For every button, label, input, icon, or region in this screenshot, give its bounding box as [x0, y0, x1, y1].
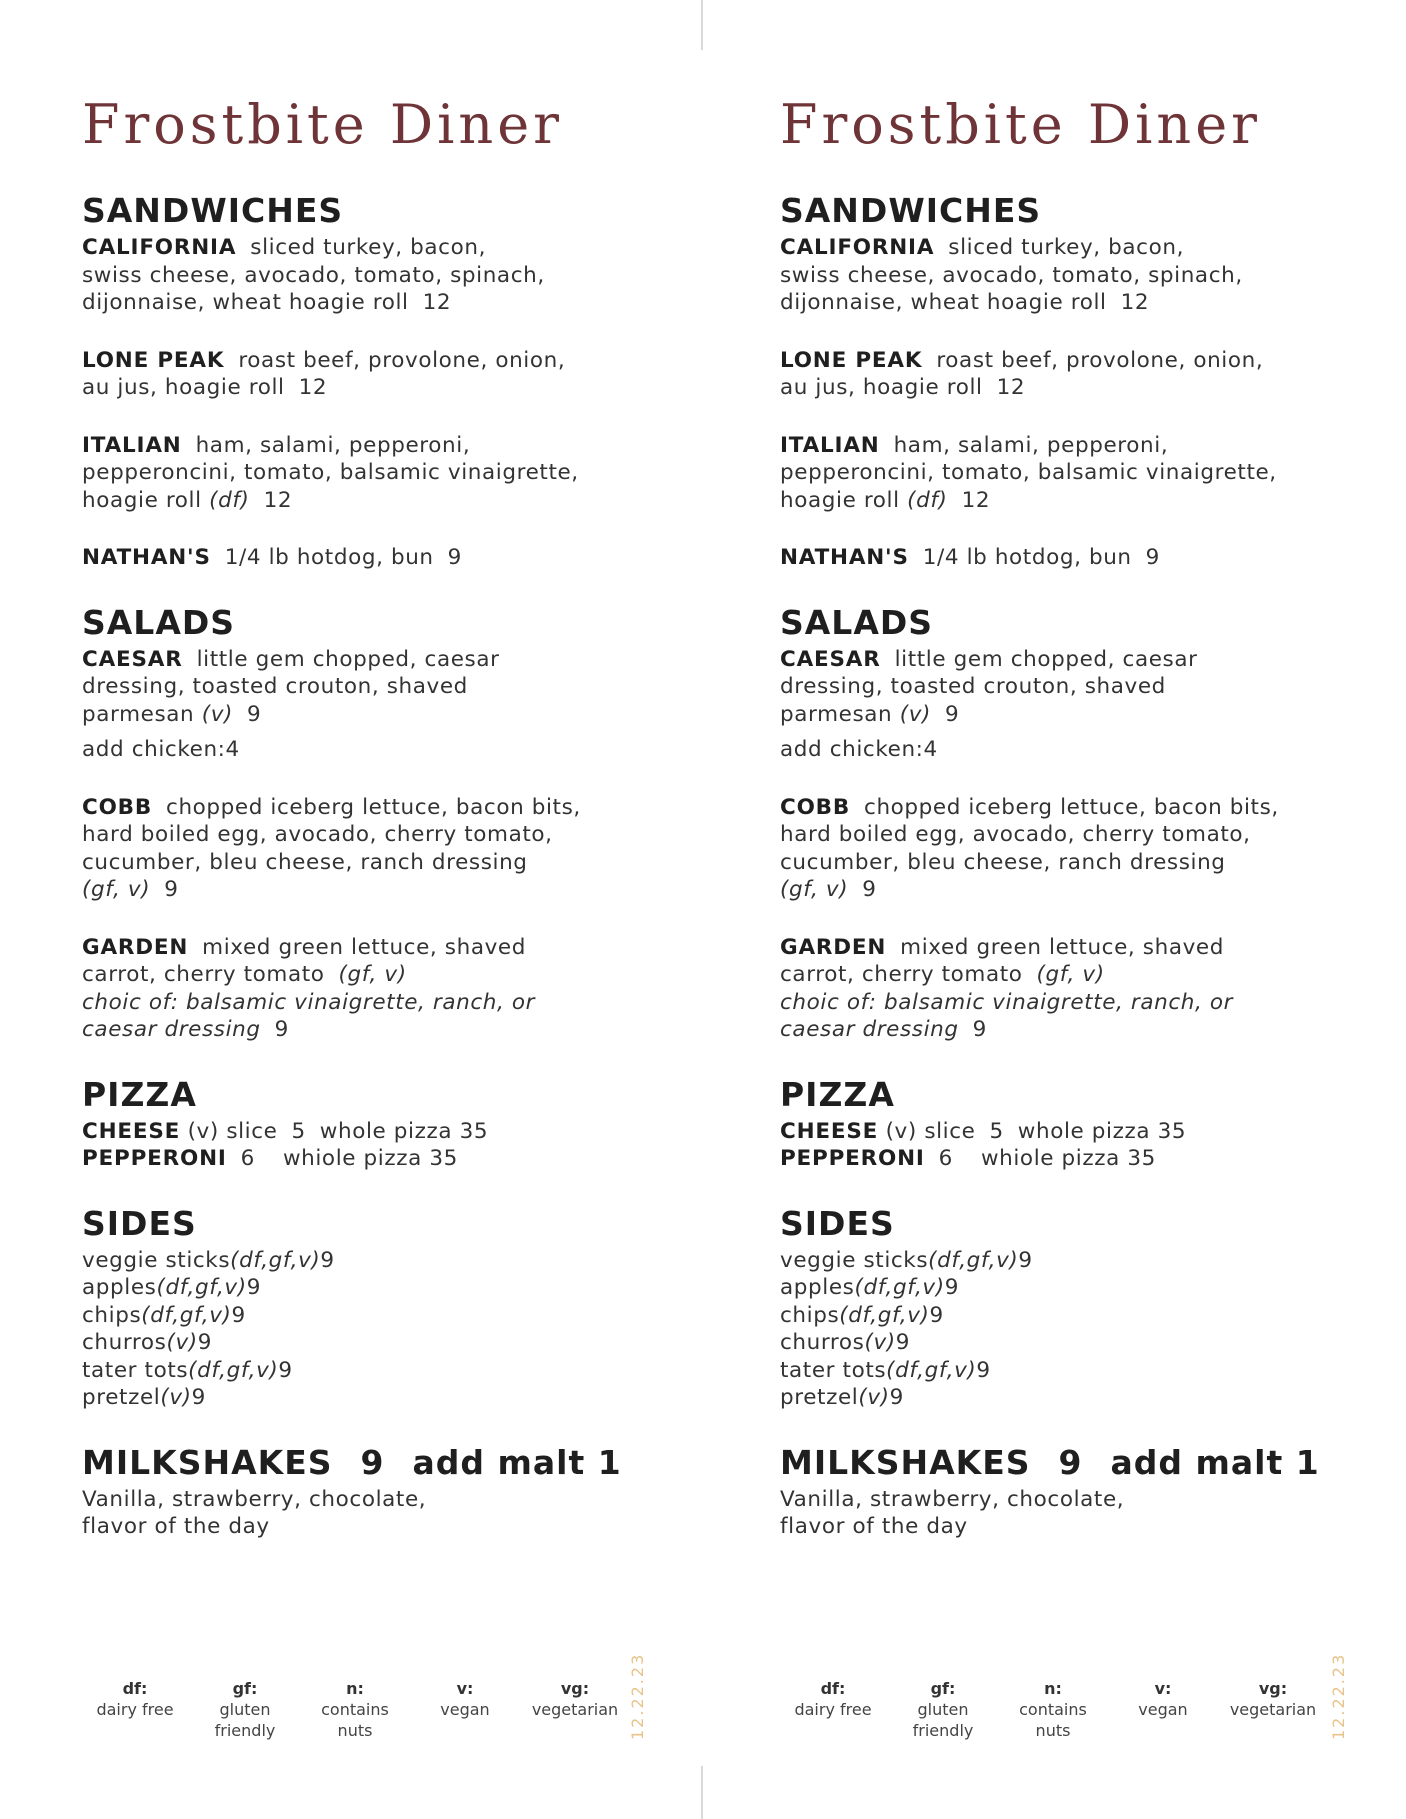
menu-item: [780, 432, 1380, 515]
diet-tag: (v): [201, 701, 234, 727]
item-desc: hard boiled egg, avocado, cherry tomato,: [82, 822, 553, 848]
item-name: COBB: [780, 794, 851, 820]
whole-label: whole pizza: [319, 1118, 453, 1144]
legend-item: v: vegan: [440, 1679, 490, 1719]
menu-item: [780, 1145, 1380, 1173]
section-heading: SALADS: [82, 602, 236, 642]
item-desc: little gem chopped, caesar: [894, 646, 1198, 672]
menu-item: [780, 794, 1380, 904]
side-item: pretzel(v)9: [82, 1385, 206, 1411]
item-desc: chopped iceberg lettuce, bacon bits,: [864, 794, 1279, 820]
whole-price: 35: [1157, 1118, 1187, 1144]
item-price: 9: [164, 877, 179, 903]
item-desc: carrot, cherry tomato: [780, 962, 1023, 988]
item-name: PEPPERONI: [780, 1146, 925, 1172]
item-desc: 1/4 lb hotdog, bun: [224, 545, 434, 571]
item-desc: mixed green lettuce, shaved: [202, 934, 526, 960]
item-price: 12: [422, 290, 452, 316]
section-heading: SANDWICHES: [780, 191, 1042, 231]
sandwiches-section: [780, 192, 1380, 571]
item-desc: cucumber, bleu cheese, ranch dressing: [780, 849, 1226, 875]
diet-legend: [80, 1678, 640, 1741]
section-heading: SANDWICHES: [82, 191, 344, 231]
diet-legend: [778, 1678, 1338, 1741]
item-price: 9: [972, 1017, 987, 1043]
item-desc: hoagie roll: [82, 487, 202, 513]
menu-item: [780, 646, 1380, 729]
side-item: tater tots(df,gf,v)9: [780, 1357, 991, 1383]
item-name: CAESAR: [82, 646, 183, 672]
menu-item: [780, 347, 1380, 402]
menu-item: [82, 1118, 682, 1146]
menu-item: [82, 234, 682, 317]
item-name: LONE PEAK: [780, 347, 923, 373]
item-name: PEPPERONI: [82, 1146, 227, 1172]
item-desc: hoagie roll: [780, 487, 900, 513]
menu-date: 12.22.23: [628, 1652, 647, 1740]
slice-label: slice: [924, 1118, 976, 1144]
section-heading: SALADS: [780, 602, 934, 642]
slice-price: 5: [989, 1118, 1004, 1144]
diet-tag: (gf, v): [338, 962, 407, 988]
item-choice: choic of: balsamic vinaigrette, ranch, or: [82, 989, 536, 1015]
salads-section: [82, 604, 682, 1044]
item-name: CHEESE: [82, 1118, 181, 1144]
item-desc: sliced turkey, bacon,: [948, 235, 1185, 261]
item-name: GARDEN: [82, 934, 189, 960]
section-heading: SIDES: [780, 1203, 895, 1243]
item-desc: sliced turkey, bacon,: [250, 235, 487, 261]
item-desc: swiss cheese, avocado, tomato, spinach,: [780, 262, 1243, 288]
milkshake-flavors: Vanilla, strawberry, chocolate,: [82, 1486, 427, 1512]
menu-item: [82, 794, 682, 904]
menu-right: [780, 95, 1380, 1573]
item-desc: cucumber, bleu cheese, ranch dressing: [82, 849, 528, 875]
side-item: chips(df,gf,v)9: [82, 1302, 246, 1328]
diet-tag: (v): [187, 1118, 219, 1144]
side-item: apples(df,gf,v)9: [82, 1275, 262, 1301]
legend-item: df: dairy free: [96, 1679, 174, 1719]
diet-tag: (gf, v): [780, 877, 849, 903]
side-item: churros(v)9: [82, 1330, 213, 1356]
item-desc: carrot, cherry tomato: [82, 962, 325, 988]
item-price: 9: [1145, 545, 1160, 571]
diet-tag: (v): [899, 701, 932, 727]
item-desc: swiss cheese, avocado, tomato, spinach,: [82, 262, 545, 288]
item-desc: pepperoncini, tomato, balsamic vinaigrette,: [82, 460, 579, 486]
whole-price: 35: [429, 1146, 458, 1172]
item-name: LONE PEAK: [82, 347, 225, 373]
item-name: ITALIAN: [780, 432, 880, 458]
sandwiches-section: [82, 192, 682, 571]
addon-price: 4: [923, 737, 938, 763]
section-heading: MILKSHAKES 9 add malt 1: [82, 1442, 622, 1482]
menu-item: [780, 544, 1380, 572]
item-desc: hard boiled egg, avocado, cherry tomato,: [780, 822, 1251, 848]
side-item: churros(v)9: [780, 1330, 911, 1356]
item-choice: choic of: balsamic vinaigrette, ranch, or: [780, 989, 1234, 1015]
section-heading: PIZZA: [82, 1074, 197, 1114]
milkshakes-section: [82, 1444, 682, 1541]
item-name: COBB: [82, 794, 153, 820]
section-heading: MILKSHAKES 9 add malt 1: [780, 1442, 1320, 1482]
side-item: veggie sticks(df,gf,v)9: [82, 1247, 335, 1273]
addon-line: [82, 736, 682, 764]
menu-title: Frostbite Diner: [82, 93, 563, 156]
legend-item: gf: gluten friendly: [912, 1679, 974, 1740]
menu-item: [82, 934, 682, 1044]
item-price: 9: [247, 701, 262, 727]
item-desc: pepperoncini, tomato, balsamic vinaigrette,: [780, 460, 1277, 486]
whole-label: whole pizza: [1017, 1118, 1151, 1144]
legend-item: vg: vegetarian: [1229, 1679, 1317, 1719]
whole-label: whiole pizza: [282, 1146, 422, 1172]
menu-item: [82, 432, 682, 515]
diet-tag: (df): [209, 487, 250, 513]
item-desc: little gem chopped, caesar: [196, 646, 500, 672]
diet-tag: (gf, v): [82, 877, 151, 903]
item-name: CHEESE: [780, 1118, 879, 1144]
milkshakes-section: [780, 1444, 1380, 1541]
addon-line: [780, 736, 1380, 764]
slice-label: slice: [226, 1118, 278, 1144]
item-desc: chopped iceberg lettuce, bacon bits,: [166, 794, 581, 820]
whole-price: 35: [1127, 1146, 1156, 1172]
slice-price: 6: [938, 1146, 953, 1172]
menu-item: [82, 347, 682, 402]
whole-price: 35: [459, 1118, 489, 1144]
menu-left: [82, 95, 682, 1573]
menu-item: [780, 934, 1380, 1044]
side-item: tater tots(df,gf,v)9: [82, 1357, 293, 1383]
cut-line-bottom: [701, 1766, 703, 1819]
section-heading: PIZZA: [780, 1074, 895, 1114]
diet-tag: (v): [885, 1118, 917, 1144]
item-name: NATHAN'S: [780, 545, 909, 571]
item-price: 9: [862, 877, 877, 903]
item-desc: dressing, toasted crouton, shaved: [780, 674, 1166, 700]
item-name: CALIFORNIA: [82, 235, 237, 261]
item-desc: au jus, hoagie roll: [82, 375, 285, 401]
item-desc: ham, salami, pepperoni,: [195, 432, 471, 458]
menu-item: [82, 1145, 682, 1173]
menu-item: [780, 234, 1380, 317]
menu-item: [82, 544, 682, 572]
legend-item: n: contains nuts: [321, 1679, 389, 1740]
item-desc: roast beef, provolone, onion,: [936, 347, 1264, 373]
item-desc: parmesan: [780, 701, 893, 727]
side-item: pretzel(v)9: [780, 1385, 904, 1411]
legend-item: v: vegan: [1138, 1679, 1188, 1719]
item-choice: caesar dressing: [780, 1017, 959, 1043]
milkshake-flavors: Vanilla, strawberry, chocolate,: [780, 1486, 1125, 1512]
slice-price: 6: [240, 1146, 255, 1172]
slice-price: 5: [291, 1118, 306, 1144]
item-desc: dijonnaise, wheat hoagie roll: [82, 290, 409, 316]
item-price: 12: [263, 487, 293, 513]
menu-item: [780, 1118, 1380, 1146]
diet-tag: (df): [907, 487, 948, 513]
menu-item: [82, 646, 682, 729]
item-price: 9: [274, 1017, 289, 1043]
legend-item: vg: vegetarian: [531, 1679, 619, 1719]
legend-item: gf: gluten friendly: [214, 1679, 276, 1740]
item-name: CALIFORNIA: [780, 235, 935, 261]
item-choice: caesar dressing: [82, 1017, 261, 1043]
side-item: chips(df,gf,v)9: [780, 1302, 944, 1328]
item-price: 12: [1120, 290, 1150, 316]
item-price: 12: [996, 375, 1026, 401]
item-price: 9: [945, 701, 960, 727]
salads-section: [780, 604, 1380, 1044]
item-price: 12: [298, 375, 328, 401]
side-item: apples(df,gf,v)9: [780, 1275, 960, 1301]
item-name: CAESAR: [780, 646, 881, 672]
legend-item: df: dairy free: [794, 1679, 872, 1719]
item-desc: 1/4 lb hotdog, bun: [922, 545, 1132, 571]
menu-date: 12.22.23: [1329, 1652, 1348, 1740]
item-price: 9: [447, 545, 462, 571]
item-name: GARDEN: [780, 934, 887, 960]
pizza-section: [82, 1076, 682, 1173]
item-name: ITALIAN: [82, 432, 182, 458]
menu-title: Frostbite Diner: [780, 93, 1261, 156]
side-item: veggie sticks(df,gf,v)9: [780, 1247, 1033, 1273]
legend-item: n: contains nuts: [1019, 1679, 1087, 1740]
item-name: NATHAN'S: [82, 545, 211, 571]
whole-label: whiole pizza: [980, 1146, 1120, 1172]
cut-line-top: [701, 0, 703, 50]
item-desc: ham, salami, pepperoni,: [893, 432, 1169, 458]
diet-tag: (gf, v): [1036, 962, 1105, 988]
sides-section: [82, 1205, 682, 1412]
item-desc: mixed green lettuce, shaved: [900, 934, 1224, 960]
item-desc: parmesan: [82, 701, 195, 727]
addon-label: add chicken:: [82, 737, 226, 763]
addon-label: add chicken:: [780, 737, 924, 763]
addon-price: 4: [225, 737, 240, 763]
section-heading: SIDES: [82, 1203, 197, 1243]
pizza-section: [780, 1076, 1380, 1173]
sides-section: [780, 1205, 1380, 1412]
item-desc: roast beef, provolone, onion,: [238, 347, 566, 373]
milkshake-flavors: flavor of the day: [82, 1514, 270, 1540]
item-price: 12: [961, 487, 991, 513]
item-desc: dressing, toasted crouton, shaved: [82, 674, 468, 700]
milkshake-flavors: flavor of the day: [780, 1514, 968, 1540]
item-desc: au jus, hoagie roll: [780, 375, 983, 401]
item-desc: dijonnaise, wheat hoagie roll: [780, 290, 1107, 316]
